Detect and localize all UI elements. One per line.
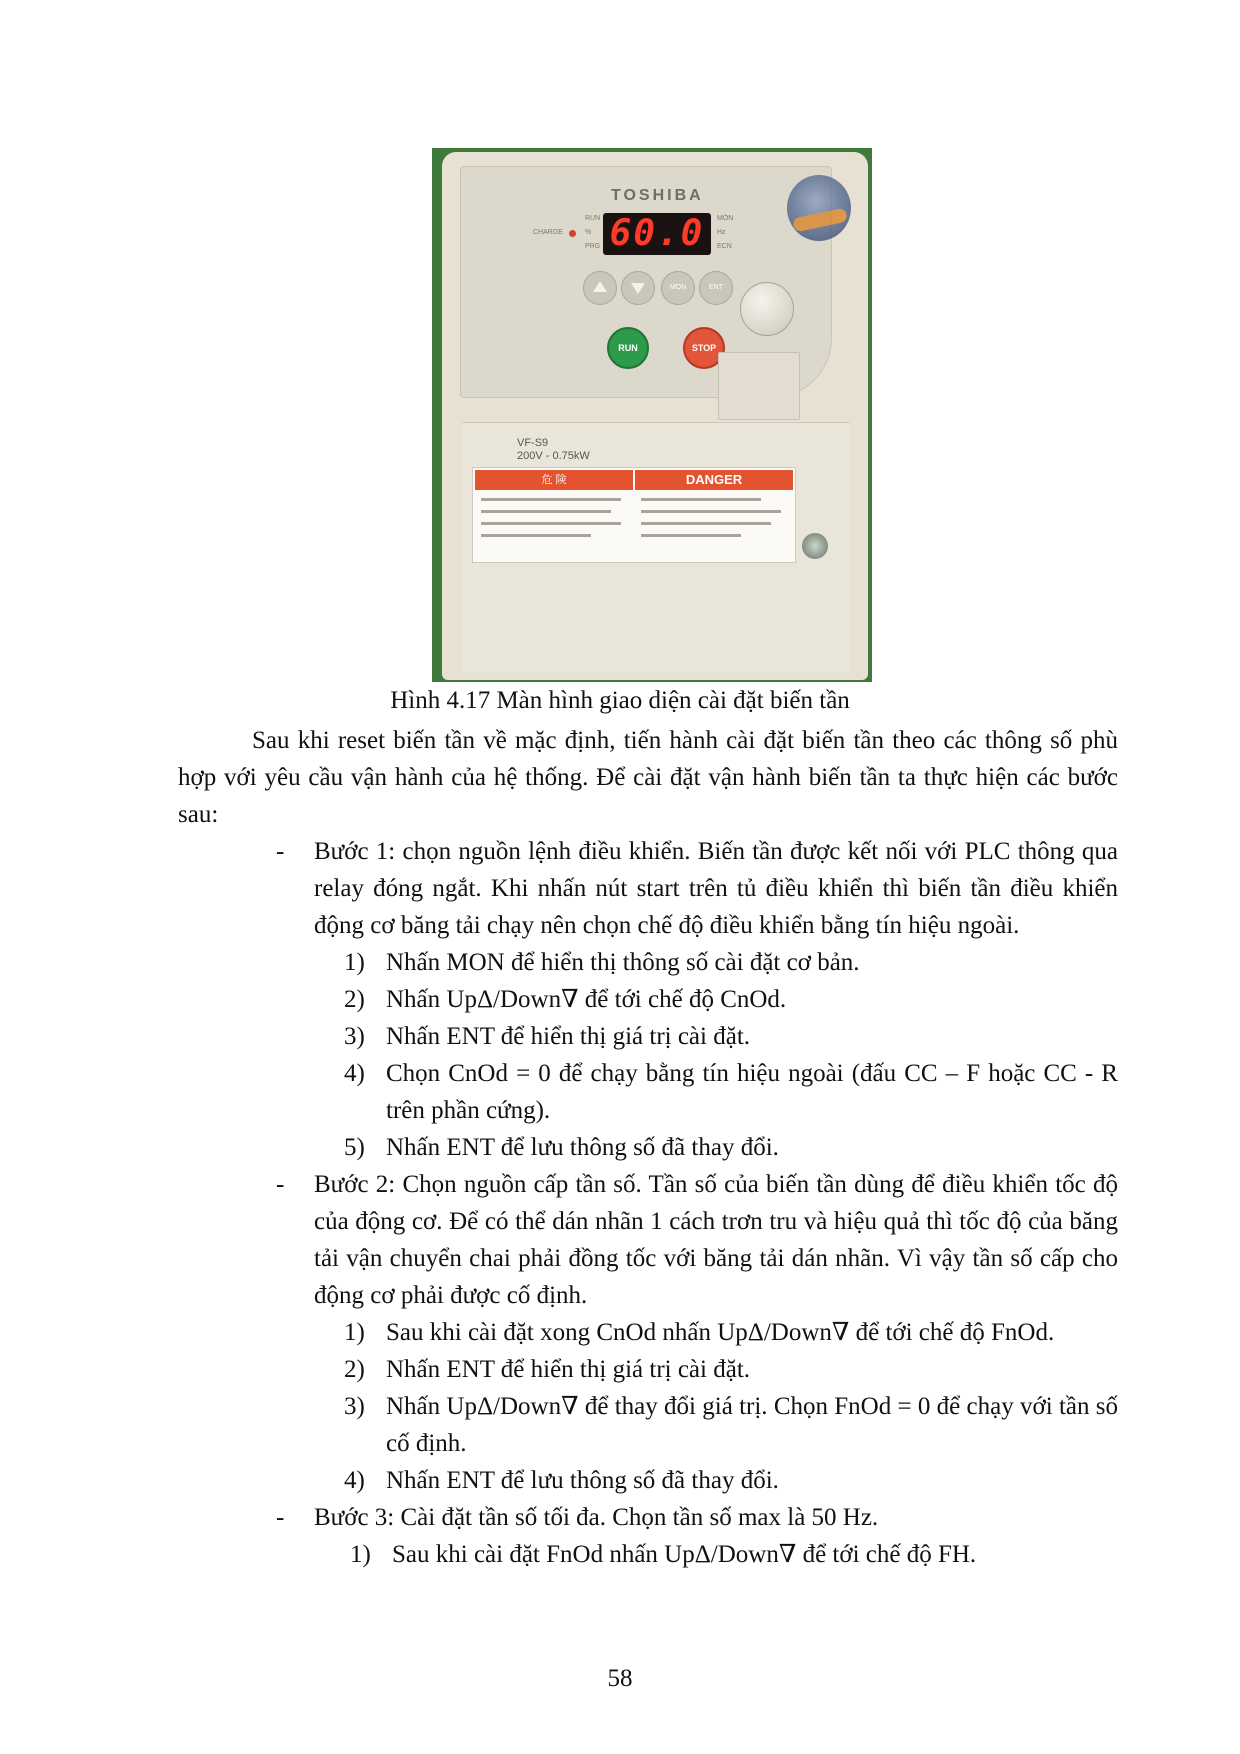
page-number: 58 xyxy=(607,1665,633,1692)
step-1-dash: - xyxy=(276,838,285,865)
model-label xyxy=(517,437,590,463)
step-3-text: Bước 3: Cài đặt tần số tối đa. Chọn tần số max là 50 Hz. xyxy=(314,1504,879,1531)
step-1-item-4: 4) Chọn CnOd = 0 để chạy bằng tín hiệu ngoài (đấu CC – F hoặc CC - R trên phần cứng). xyxy=(344,1060,1118,1124)
warning-title-jp: 危 険 xyxy=(475,470,633,490)
screw-icon xyxy=(802,533,828,559)
led-display: 60.0 xyxy=(603,213,711,255)
brand-logo: TOSHIBA xyxy=(611,187,704,204)
stop-button: STOP xyxy=(683,327,725,369)
warning-sticker xyxy=(472,467,796,563)
front-cover xyxy=(462,422,850,673)
down-button xyxy=(621,271,655,305)
led-label-charge: CHARGE xyxy=(533,229,563,236)
mon-button: MON xyxy=(661,271,695,305)
step-2-dash: - xyxy=(276,1171,285,1198)
step-2-item-2: 2) Nhấn ENT để hiển thị giá trị cài đặt. xyxy=(344,1356,751,1383)
inverter-photo xyxy=(432,148,872,682)
figure-caption: Hình 4.17 Màn hình giao diện cài đặt biến tần xyxy=(390,687,850,714)
step-1-item-3: 3) Nhấn ENT để hiển thị giá trị cài đặt. xyxy=(344,1023,751,1050)
model-rating: 200V - 0.75kW xyxy=(517,450,590,462)
step-2-item-1: 1) Sau khi cài đặt xong CnOd nhấn UpΔ/Down∇ để tới chế độ FnOd. xyxy=(344,1319,1055,1346)
arrow-up-icon xyxy=(593,281,607,292)
step-2-item-4: 4) Nhấn ENT để lưu thông số đã thay đổi. xyxy=(344,1467,779,1494)
step-3-item-1: 1) Sau khi cài đặt FnOd nhấn UpΔ/Down∇ để tới chế độ FH. xyxy=(350,1541,977,1568)
terminal-cover-flap xyxy=(718,352,800,420)
up-button xyxy=(583,271,617,305)
frequency-knob-icon xyxy=(740,282,794,336)
charge-led-icon xyxy=(569,230,576,237)
step-1-item-5: 5) Nhấn ENT để lưu thông số đã thay đổi. xyxy=(344,1134,779,1161)
warning-title-en: DANGER xyxy=(635,470,793,490)
model-name: VF-S9 xyxy=(517,437,549,449)
step-1-item-1: 1) Nhấn MON để hiển thị thông số cài đặt cơ bản. xyxy=(344,949,860,976)
step-1-text: Bước 1: chọn nguồn lệnh điều khiển. Biến tần được kết nối với PLC thông qua relay đóng ngắt. Khi nhấn nút start trên tủ điều khiển thì biến tần điều khiển động cơ băng tải chạy nên chọn chế độ điều khiển bằng tín hiệu ngoài. xyxy=(314,838,1118,939)
ent-button: ENT xyxy=(699,271,733,305)
step-3-dash: - xyxy=(276,1504,285,1531)
inverter-body xyxy=(442,152,868,680)
led-label-run: RUN xyxy=(585,215,601,222)
run-button: RUN xyxy=(607,327,649,369)
mascot-logo-icon xyxy=(787,175,851,241)
arrow-down-icon xyxy=(631,283,645,294)
led-label-percent: % xyxy=(585,229,592,236)
led-label-ecn: ECN xyxy=(717,243,732,250)
step-2-text: Bước 2: Chọn nguồn cấp tần số. Tần số của biến tần dùng để điều khiển tốc độ của động cơ. Để có thể dán nhãn 1 cách trơn tru và hiệu quả thì tốc độ của băng tải vận chuyển chai phải đồng tốc với băng tải dán nhãn. Vì vậy tần số cấp cho động cơ phải được cố định. xyxy=(314,1171,1118,1309)
led-label-hz: Hz xyxy=(717,229,726,236)
step-2-item-3: 3) Nhấn UpΔ/Down∇ để thay đổi giá trị. Chọn FnOd = 0 để chạy với tần số cố định. xyxy=(344,1393,1118,1457)
led-label-mon: MON xyxy=(717,215,734,222)
step-1-item-2: 2) Nhấn UpΔ/Down∇ để tới chế độ CnOd. xyxy=(344,986,787,1013)
intro-paragraph: Sau khi reset biến tần về mặc định, tiến hành cài đặt biến tần theo các thông số phù hợp với yêu cầu vận hành của hệ thống. Để cài đặt vận hành biến tần ta thực hiện các bước sau: xyxy=(178,727,1118,828)
led-label-prg: PRG xyxy=(585,243,601,250)
